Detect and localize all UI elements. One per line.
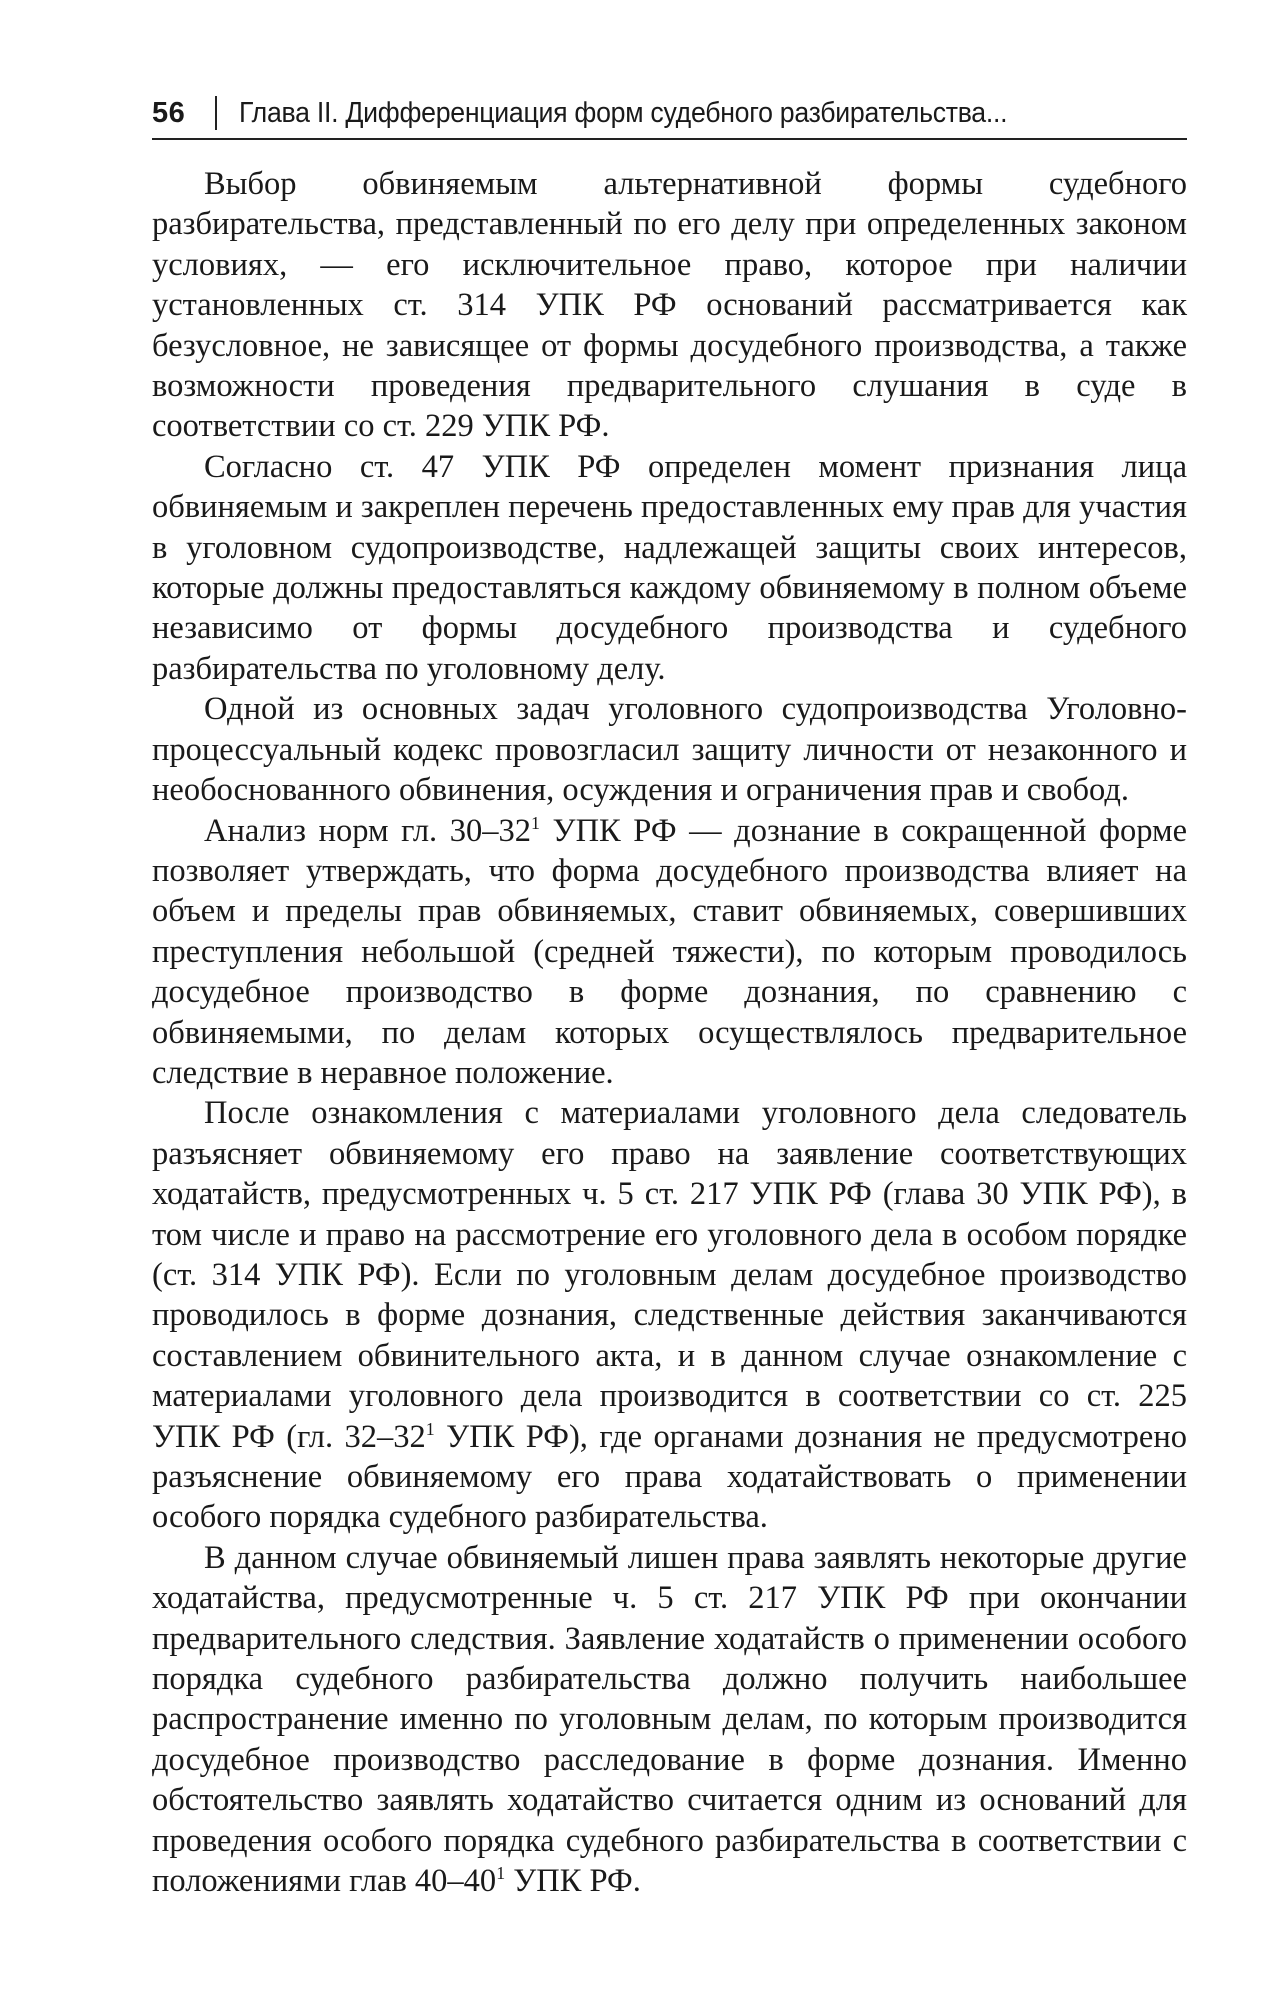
running-header bbox=[152, 88, 1187, 140]
body-text bbox=[152, 164, 1187, 1901]
paragraph-3: Одной из основных задач уголовного судопроизводства Уголовно-процессуальный кодекс провозгласил защиту личности от незаконного и необоснованного обвинения, осуждения и ограничения прав и свобод. bbox=[152, 691, 1187, 809]
paragraph-4-text-a: Анализ норм гл. 30–32 bbox=[204, 812, 532, 849]
paragraph-4-text-b: УПК РФ — дознание в сокращенной форме позволяет утверждать, что форма досудебного производства влияет на объем и пределы прав обвиняемых, ставит обвиняемых, совершивших преступления небольшой (средней тяжести), по которым проводилось досудебное производство в форме дознания, по сравнению с обвиняемыми, по делам которых осуществлялось предварительное следствие в неравное положение. bbox=[152, 812, 1187, 1091]
paragraph-6-text-b: УПК РФ. bbox=[505, 1863, 641, 1900]
page-number: 56 bbox=[152, 96, 186, 129]
paragraph-5-text-a: После ознакомления с материалами уголовного дела следователь разъясняет обвиняемому его право на заявление соответствующих ходатайств, предусмотренных ч. 5 ст. 217 УПК РФ (глава 30 УПК РФ), в том числе и право на рассмотрение его уголовного дела в особом порядке (ст. 314 УПК РФ). Если по уголовным делам досудебное производство проводилось в форме дознания, следственные действия заканчиваются составлением обвинительного акта, и в данном случае ознакомление с материалами уголовного дела производится в соответствии со ст. 225 УПК РФ (гл. 32–32 bbox=[152, 1095, 1187, 1455]
header-divider bbox=[215, 96, 217, 130]
paragraph-5 bbox=[152, 1093, 1187, 1537]
paragraph-6 bbox=[152, 1538, 1187, 1902]
paragraph-4-superscript: 1 bbox=[531, 812, 540, 833]
paragraph-1: Выбор обвиняемым альтернативной формы судебного разбирательства, представленный по его делу при определенных законом условиях, — его исключительное право, которое при наличии установленных ст. 314 УПК РФ оснований рассматривается как безусловное, не зависящее от формы досудебного производства, а также возможности проведения предварительного слушания в суде в соответствии со ст. 229 УПК РФ. bbox=[152, 166, 1187, 445]
paragraph-6-superscript: 1 bbox=[496, 1863, 506, 1884]
paragraph-2: Согласно ст. 47 УПК РФ определен момент признания лица обвиняемым и закреплен перечень предоставленных ему прав для участия в уголовном судопроизводстве, надлежащей защиты своих интересов, которые должны предоставляться каждому обвиняемому в полном объеме независимо от формы досудебного производства и судебного разбирательства по уголовному делу. bbox=[152, 448, 1187, 687]
paragraph-5-text-b: УПК РФ), где органами дознания не предусмотрено разъяснение обвиняемому его права ходатайствовать о применении особого порядка судебного разбирательства. bbox=[152, 1418, 1188, 1536]
chapter-title: Глава II. Дифференциация форм судебного разбирательства... bbox=[239, 96, 1008, 129]
paragraph-4 bbox=[152, 811, 1187, 1094]
paragraph-5-superscript: 1 bbox=[425, 1418, 435, 1439]
paragraph-6-text-a: В данном случае обвиняемый лишен права заявлять некоторые другие ходатайства, предусмотренные ч. 5 ст. 217 УПК РФ при окончании предварительного следствия. Заявление ходатайств о применении особого порядка судебного разбирательства должно получить наибольшее распространение именно по уголовным делам, по которым производится досудебное производство расследование в форме дознания. Именно обстоятельство заявлять ходатайство считается одним из оснований для проведения особого порядка судебного разбирательства в соответствии с положениями глав 40–40 bbox=[152, 1539, 1187, 1900]
